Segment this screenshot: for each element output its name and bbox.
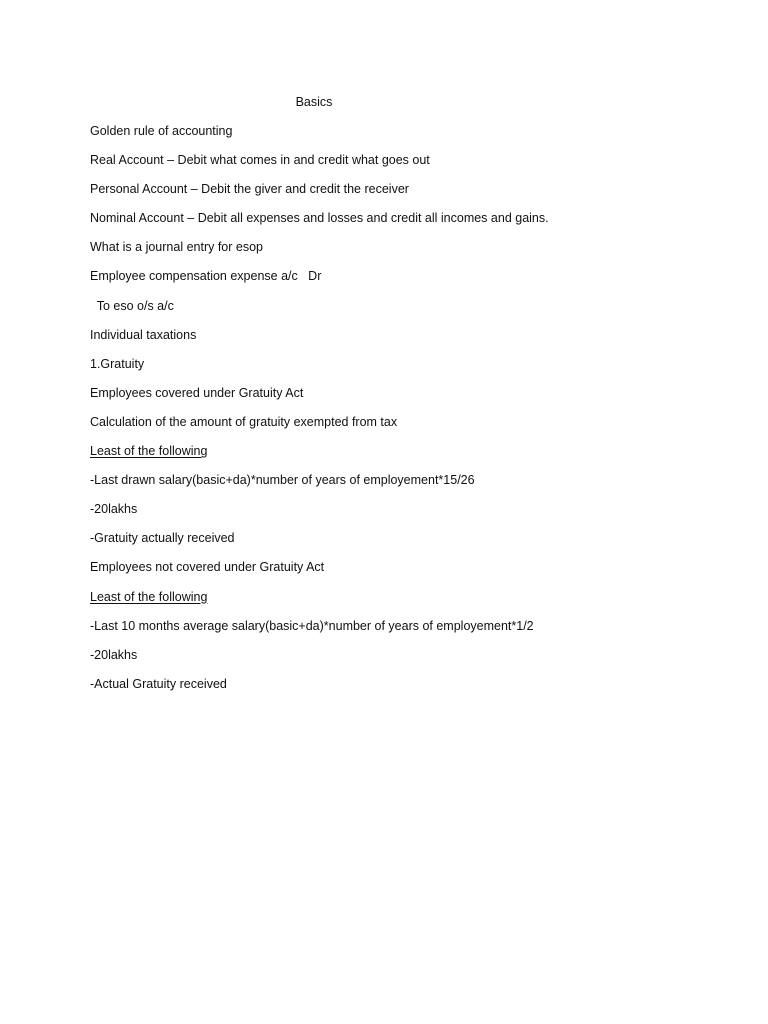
- exemption-calculation-text: Calculation of the amount of gratuity exempted from tax: [90, 414, 398, 429]
- journal-entry-question: What is a journal entry for esop: [90, 240, 263, 255]
- not-covered-actual-item: -Actual Gratuity received: [90, 676, 227, 691]
- not-covered-formula-item: -Last 10 months average salary(basic+da)*number of years of employement*1/2: [90, 618, 534, 633]
- subsection-gratuity: 1.Gratuity: [90, 356, 145, 371]
- not-covered-limit-item: -20lakhs: [90, 647, 138, 662]
- not-covered-employees-heading: Employees not covered under Gratuity Act: [90, 560, 325, 575]
- journal-credit-line: To eso o/s a/c: [90, 298, 174, 313]
- covered-employees-heading: Employees covered under Gratuity Act: [90, 385, 304, 400]
- covered-actual-item: -Gratuity actually received: [90, 531, 235, 546]
- least-of-following-heading-covered: Least of the following: [90, 444, 208, 459]
- section-heading-individual-taxations: Individual taxations: [90, 327, 197, 342]
- journal-debit-line: Employee compensation expense a/c Dr: [90, 269, 322, 284]
- least-of-following-heading-not-covered: Least of the following: [90, 589, 208, 604]
- personal-account-rule: Personal Account – Debit the giver and credit the receiver: [90, 182, 409, 197]
- real-account-rule: Real Account – Debit what comes in and credit what goes out: [90, 153, 430, 168]
- section-heading-golden-rule: Golden rule of accounting: [90, 124, 233, 138]
- document-title: Basics: [295, 95, 333, 109]
- document-body: [90, 123, 710, 705]
- covered-limit-item: -20lakhs: [90, 502, 138, 517]
- nominal-account-rule: Nominal Account – Debit all expenses and losses and credit all incomes and gains.: [90, 211, 549, 226]
- covered-formula-item: -Last drawn salary(basic+da)*number of years of employement*15/26: [90, 473, 475, 488]
